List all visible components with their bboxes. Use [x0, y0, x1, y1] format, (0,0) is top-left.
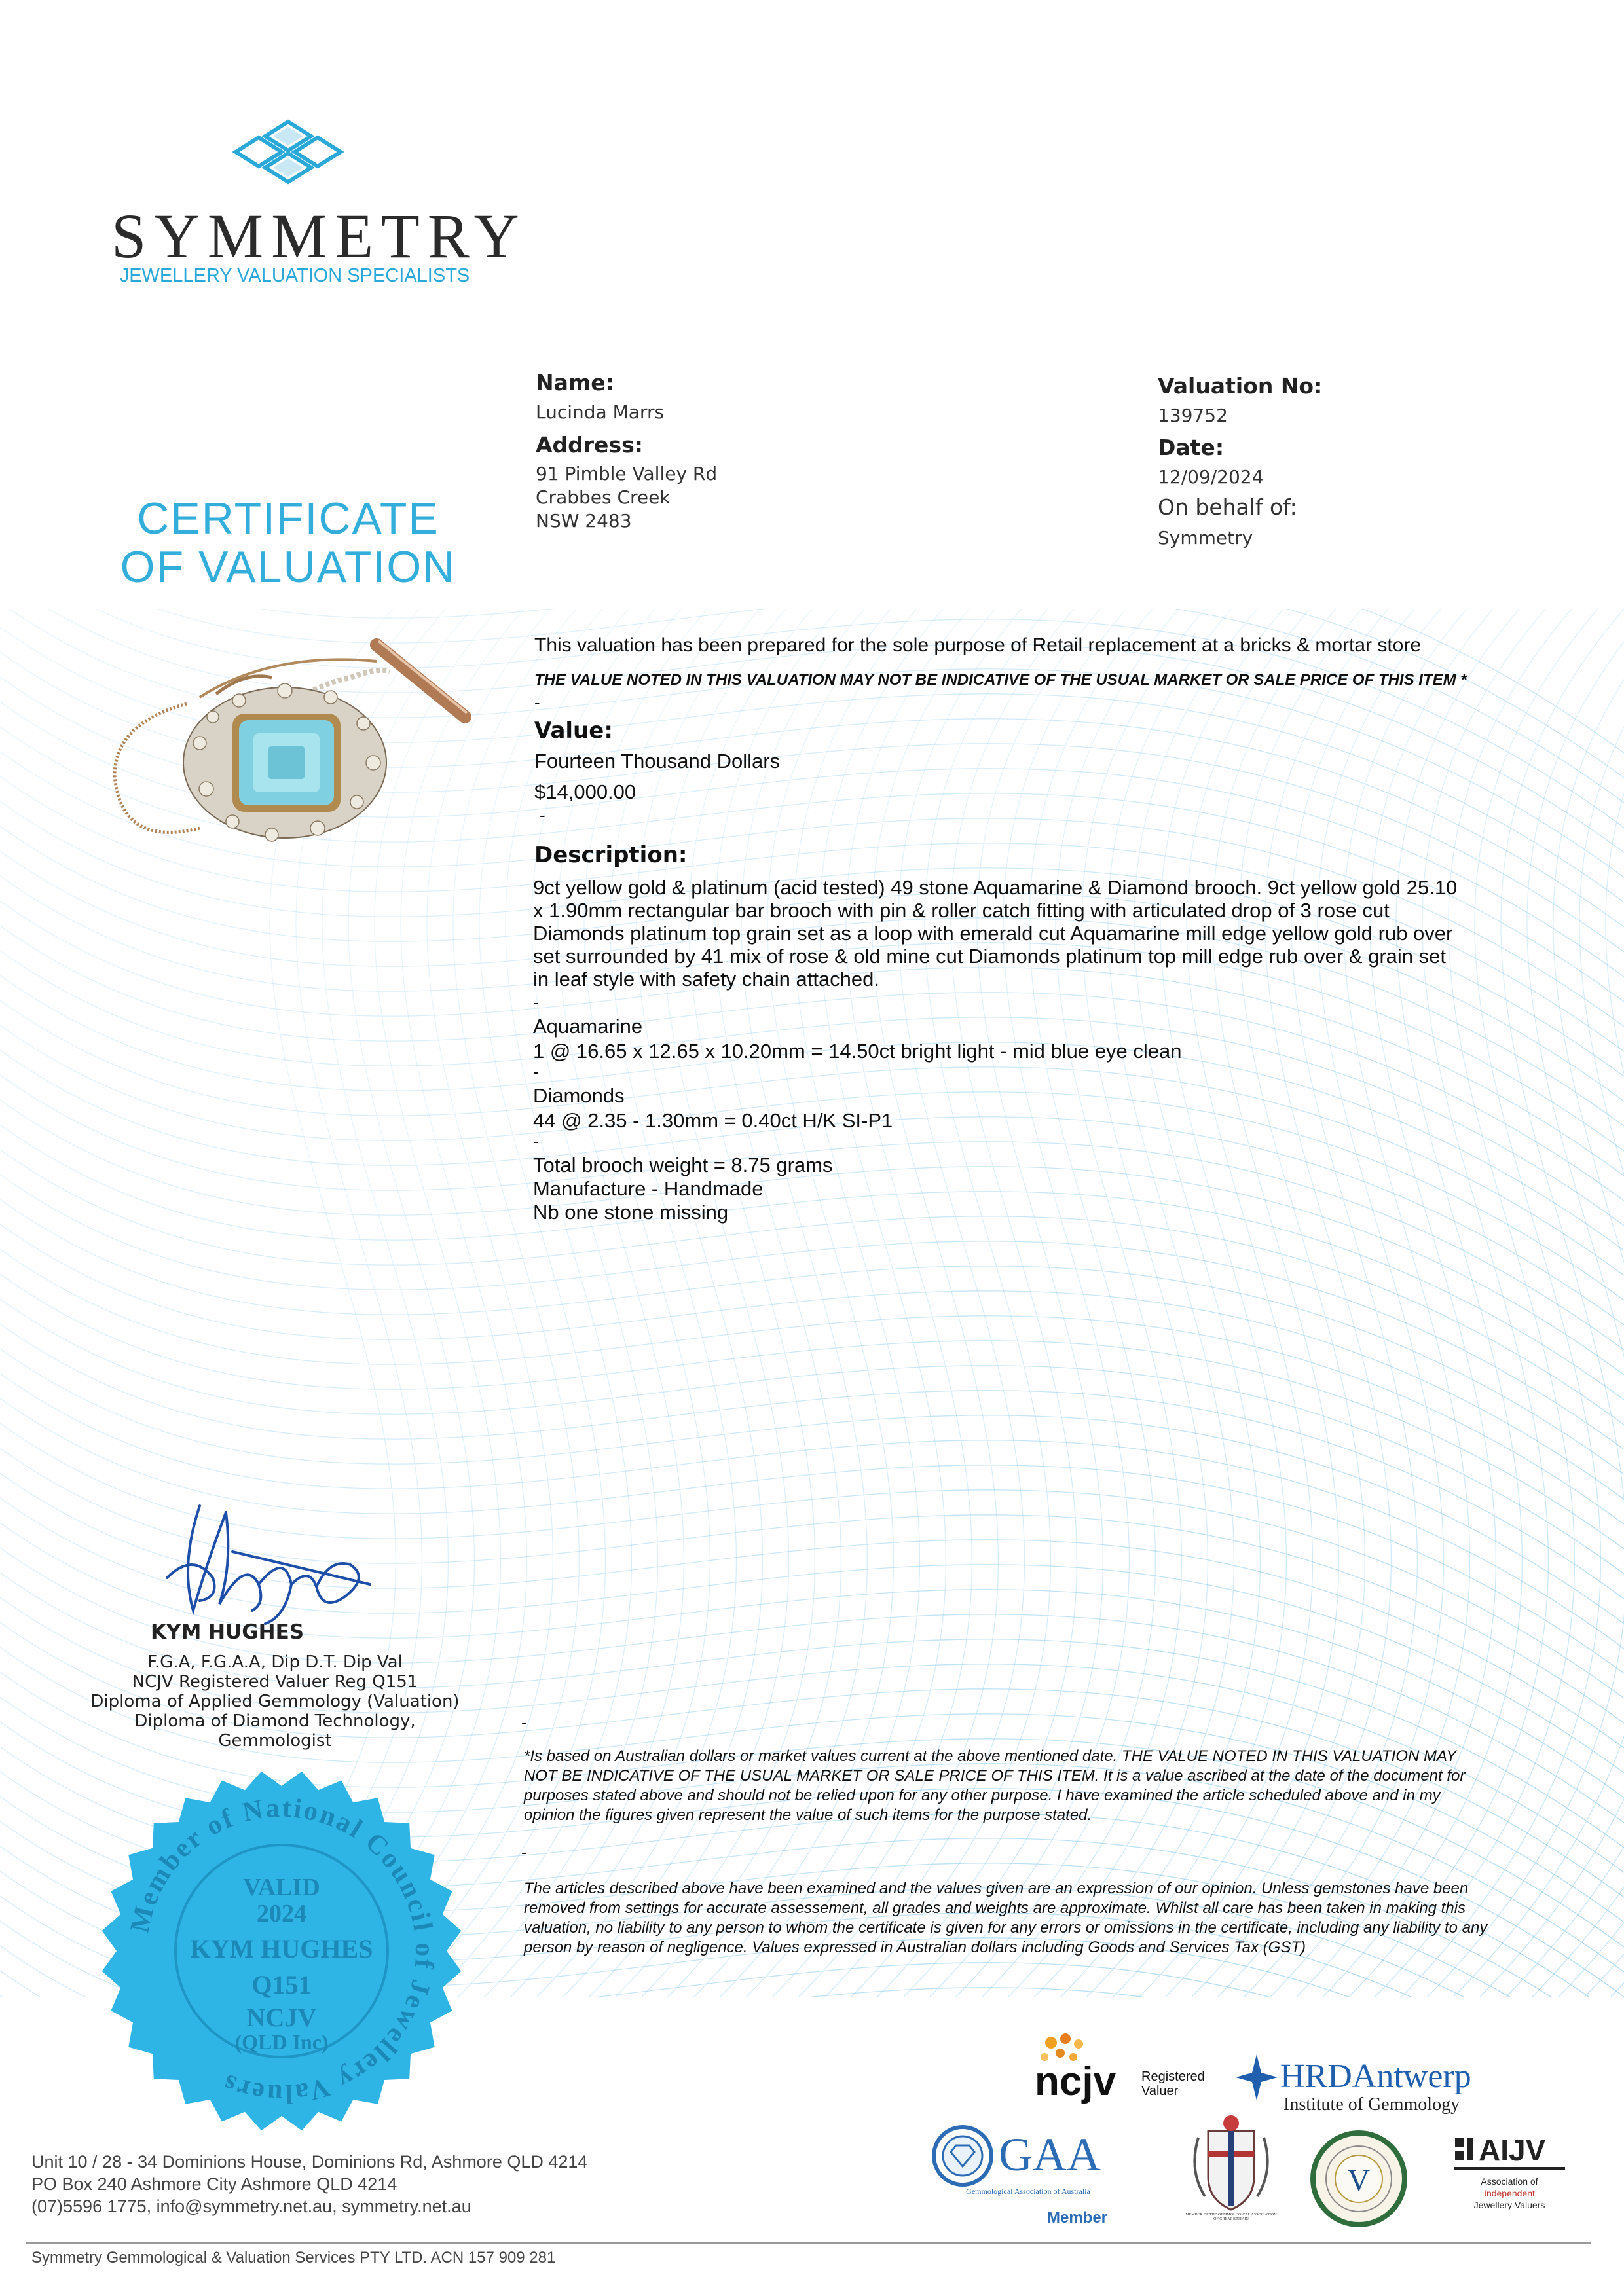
- address-block: [536, 462, 717, 533]
- valuer-name: KYM HUGHES: [151, 1620, 304, 1644]
- aijv-sub-3: Jewellery Valuers: [1473, 2200, 1545, 2210]
- divider-dash: -: [534, 693, 540, 712]
- hrd-antwerp-logo: [1234, 2041, 1516, 2120]
- hrd-subtitle: Institute of Gemmology: [1283, 2094, 1460, 2115]
- value-words: Fourteen Thousand Dollars: [534, 750, 781, 773]
- footer-divider: [26, 2242, 1591, 2244]
- description-text: [533, 876, 1528, 991]
- seal-org: NCJV: [246, 2003, 317, 2032]
- v-valuer-seal-logo: [1306, 2126, 1411, 2231]
- diamonds-label: Diamonds: [533, 1084, 625, 1107]
- aijv-sub-1: Association of: [1481, 2176, 1538, 2187]
- symmetry-diamond-logo-icon: [213, 118, 363, 190]
- aijv-sub-2: Independent: [1484, 2188, 1535, 2198]
- certificate-title-line2: OF VALUATION: [120, 542, 456, 592]
- missing-stone-note: Nb one stone missing: [533, 1201, 729, 1224]
- credential-line: Diploma of Diamond Technology,: [134, 1711, 416, 1731]
- footer-address: [31, 2151, 587, 2217]
- certificate-title-line1: CERTIFICATE: [137, 494, 439, 543]
- manufacture: Manufacture - Handmade: [533, 1177, 764, 1200]
- aijv-wordmark: AIJV: [1479, 2133, 1546, 2167]
- ncjv-valuer-seal: [92, 1761, 471, 2141]
- valuation-number: 139752: [1158, 405, 1228, 426]
- seal-org-sub: (QLD Inc): [234, 2030, 329, 2054]
- ncjv-wordmark: ncjv: [1035, 2059, 1116, 2104]
- purpose-statement: This valuation has been prepared for the sole purpose of Retail replacement at a bricks & mortar store: [534, 634, 1422, 656]
- divider-dash: -: [533, 1131, 539, 1151]
- credential-line: Gemmologist: [218, 1731, 332, 1751]
- aijv-logo: [1447, 2129, 1578, 2227]
- description-label: Description:: [534, 842, 688, 868]
- ncjv-registered: Registered: [1141, 2069, 1205, 2084]
- purpose-disclaimer: THE VALUE NOTED IN THIS VALUATION MAY NOT BE INDICATIVE OF THE USUAL MARKET OR SALE PRICE OF THIS ITEM *: [534, 671, 1467, 689]
- brooch-weight: Total brooch weight = 8.75 grams: [533, 1154, 833, 1176]
- seal-valuer-name: KYM HUGHES: [190, 1934, 373, 1963]
- seal-valid: VALID: [243, 1874, 320, 1901]
- brand-name: SYMMETRY: [111, 201, 527, 271]
- address-line2: Crabbes Creek: [536, 486, 671, 508]
- description-line: x 1.90mm rectangular bar brooch with pin & roller catch fitting with articulated drop of 3 rose cut: [533, 899, 1390, 922]
- value-amount: $14,000.00: [534, 780, 637, 803]
- divider-dash: -: [540, 805, 545, 825]
- on-behalf-label: On behalf of:: [1158, 494, 1297, 520]
- ncjv-valuer: Valuer: [1141, 2084, 1179, 2098]
- address-label: Address:: [536, 432, 643, 458]
- aquamarine-label: Aquamarine: [533, 1015, 643, 1038]
- gaa-diamond-emblem-icon: [934, 2127, 991, 2185]
- divider-dash: -: [521, 1713, 527, 1732]
- gaa-logo: [930, 2118, 1126, 2232]
- certificate-title: [92, 494, 485, 591]
- diamonds-detail: 44 @ 2.35 - 1.30mm = 0.40ct H/K SI-P1: [533, 1109, 893, 1132]
- footer-line: Unit 10 / 28 - 34 Dominions House, Dominions Rd, Ashmore QLD 4214: [31, 2152, 588, 2172]
- gaa-subtitle: Gemmological Association of Australia: [966, 2187, 1090, 2196]
- footer-company: Symmetry Gemmological & Valuation Services PTY LTD. ACN 157 909 281: [31, 2249, 556, 2267]
- footer-line: PO Box 240 Ashmore City Ashmore QLD 4214: [31, 2174, 397, 2194]
- description-line: set surrounded by 41 mix of rose & old mine cut Diamonds platinum top mill edge rub over & grain set: [533, 945, 1446, 968]
- hrd-wordmark: HRDAntwerp: [1280, 2058, 1471, 2095]
- valuation-date: 12/09/2024: [1158, 466, 1264, 488]
- name-label: Name:: [536, 370, 614, 395]
- description-line: Diamonds platinum top grain set as a loop with emerald cut Aquamarine mill edge yellow gold rub over: [533, 922, 1453, 945]
- description-line: in leaf style with safety chain attached.: [533, 968, 880, 991]
- valuer-credentials: [26, 1652, 524, 1751]
- legal-paragraph-1: *Is based on Australian dollars or market values current at the above mentioned date. THE VALUE NOTED IN THIS VALUATION MAY NOT BE INDICATIVE OF THE USUAL MARKET OR SALE PRICE OF THIS ITEM. It is a value ascribed at the date of the document for purposes stated above and should not be relied upon for any other purpose. I have examined the article scheduled above and in my opinion the figures given represent the value of such items for the purpose stated.: [524, 1747, 1466, 1824]
- credential-line: Diploma of Applied Gemmology (Valuation): [90, 1692, 460, 1711]
- description-line: 9ct yellow gold & platinum (acid tested) 49 stone Aquamarine & Diamond brooch. 9ct yellow gold 25.10: [533, 876, 1458, 899]
- date-label: Date:: [1158, 435, 1225, 460]
- footer-line: (07)5596 1775, info@symmetry.net.au, symmetry.net.au: [31, 2196, 471, 2216]
- client-name: Lucinda Marrs: [536, 401, 665, 423]
- seal-year: 2024: [257, 1900, 306, 1927]
- divider-dash: -: [533, 993, 539, 1012]
- ncjv-logo: [1031, 2030, 1267, 2108]
- hrd-star-icon: [1236, 2054, 1278, 2100]
- valuation-number-label: Valuation No:: [1158, 373, 1323, 399]
- value-label: Value:: [534, 718, 613, 744]
- v-letter: V: [1347, 2163, 1371, 2198]
- gem-a-caption: MEMBER OF THE GEMMOLOGICAL ASSOCIATION OF GREAT BRITAIN: [1185, 2213, 1277, 2221]
- brand-tagline: JEWELLERY VALUATION SPECIALISTS: [119, 265, 470, 286]
- legal-paragraph-2: The articles described above have been examined and the values given are an expression of our opinion. Unless gemstones have been removed from settings for accurate assessement, all grades and weights are approximate. Whilst all care has been taken in making this valuation, no liability to any person to whom the certificate is given for any errors or omissions in the certificate, including any liability to any person by reason of negligence. Values expressed in Australian dollars including Goods and Services Tax (GST): [524, 1880, 1488, 1956]
- seal-ring-text: Member of National Council of Jewellery Valuers: [124, 1793, 440, 2109]
- divider-dash: -: [533, 1062, 539, 1082]
- address-line1: 91 Pimble Valley Rd: [536, 463, 718, 484]
- on-behalf-value: Symmetry: [1158, 527, 1253, 549]
- credential-line: NCJV Registered Valuer Reg Q151: [132, 1672, 418, 1692]
- seal-reg: Q151: [251, 1970, 312, 1999]
- address-line3: NSW 2483: [536, 510, 632, 532]
- gem-a-crest-logo: [1172, 2111, 1290, 2232]
- aquamarine-detail: 1 @ 16.65 x 12.65 x 10.20mm = 14.50ct bright light - mid blue eye clean: [533, 1040, 1182, 1063]
- divider-dash: -: [521, 1842, 527, 1862]
- credential-line: F.G.A, F.G.A.A, Dip D.T. Dip Val: [147, 1652, 403, 1672]
- gaa-wordmark: GAA: [999, 2128, 1101, 2181]
- ncjv-gem-icon: [1041, 2033, 1083, 2061]
- aijv-diamond-icon: [1455, 2138, 1473, 2160]
- brooch-photo: [101, 632, 488, 867]
- gaa-member: Member: [1046, 2209, 1108, 2227]
- valuer-signature: [154, 1486, 403, 1630]
